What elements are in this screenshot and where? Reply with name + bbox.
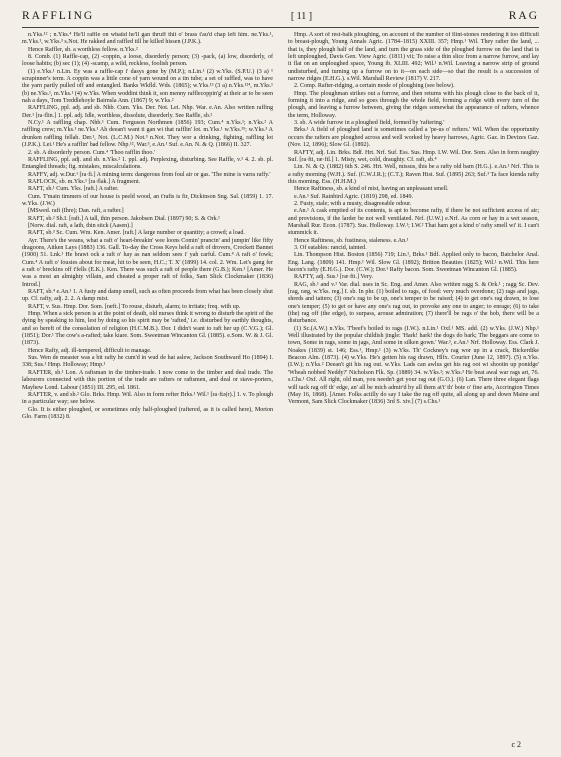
dictionary-paragraph: RAFT, sb.¹ Cum. Yks. [raft.] A rafter.: [28, 186, 119, 193]
dictionary-paragraph: RAFT, sb.³ Sc. Cum. Wm. Ken. Amer. [raft.] A large number or quantity; a crowd; a load.: [28, 230, 245, 237]
dictionary-paragraph: Cum. T'main timmers of our house is peeld wood, an t'rafts is fir, Dickinson Sng. Sal. (1859) 1. 17. w.Yks. (J.W.): [22, 193, 273, 207]
dictionary-paragraph: Hence Raftiness, sb. fustiness, staleness. e.An.¹: [294, 237, 409, 244]
dictionary-paragraph: Hence Rafty, adj. ill-tempered, difficult to manage.: [28, 347, 152, 354]
dictionary-paragraph: RAFFY, adj. w.Dur.¹ [ra·fi.] A mining term: dangerous from foul air or gas. 'The mine is varra raffy.': [28, 171, 271, 178]
dictionary-paragraph: Ayr. There's the weans, what a raft o' heart-breakin' wee loons Comin' prancin' and jumpin' like fifty dragoons, Aitken Lays (1883) 136. Gall. To-day the Cross Keys held a raft of drovers, Crockett Bannet (1900) 51. Lnk.¹ He brawt ock a raft o' hay as nan seldom sees i' yah carful. Cum.⁴ A raft o' fowk; Cum.⁴ A raft o' fousies about for meat, hit to be seen, H.C.; T. X' (1899) 14. col. 2. Wm. Let's gang fer a raft o' breckins off t'fells (E.K.). Ken. There was such a raft of people there (G.B.); Ken.¹ [Amer. He was a most an almighty villain, and cheated a proper raft of folks, Sam Slick Clockmaker (1836) Introd.]: [22, 237, 273, 288]
header-rule: [22, 27, 539, 28]
running-header: [22, 10, 539, 24]
dictionary-paragraph: (1) e.Yks.¹ n.Lin. Ey was a raffle-cap i' dasys gone by (M.P.); n.Lin.¹ (2) w.Yks. (S.P.U.) (3 a) ¹ scrapinner's term. A coppin was a little cone of yarn wound on a tin tube; a set of raffled, was to have the yarn partly pulled off and entangled. Banks Wkfld. Wds. (1865); w.Yks.¹³ (3 a) n.Yks.¹²⁴, m.Yks.¹ (b) ne.Yks.¹, m.Yks.¹ (4) w.Yks. When woddint think it, son menny rafflecoppin'g' at their ar to be seen nah a days, Tom Treddlehoyle Bairnsla Ann. (1867) 9; w.Yks.²: [22, 68, 273, 105]
dictionary-paragraph: RAFTER, sb.¹ Lon. A raftsman in the timber-trade. I now come to the timber and deal trade. The labourers connected with this portion of the trade are rafters or raftsmen, and deal or stave-porters, Mayhew Lond. Labour (1851) III. 295, ed. 1861.: [22, 369, 273, 391]
signature-mark: c 2: [511, 740, 521, 749]
dictionary-paragraph: n.Yks.¹² ; n.Yks.⁴ He'll raffle on whaüd he'll gan thruff thit o' brass t'au'd chap left him. ne.Yks.¹, m.Yks.¹, w.Yks.³ s.Not. He rakked and raffled till he killed hissen (J.P.K.).: [22, 32, 273, 46]
dictionary-paragraph: 8. Comb. (1) Raffle-cap, (2) -coppin, a loose, disorderly person; (3) -pack, (a) low, disorderly, of loose habits; (b) sec (1); (4) -scamp, a wild, reckless, foolish person.: [22, 54, 273, 68]
header-left-word: RAFFLING: [22, 10, 95, 22]
dictionary-paragraph: Glo. It is either ploughed, or sometimes only half-ploughed (raftered, as it is called here), Morton Glo. Farm (1832) 8.: [22, 406, 273, 420]
dictionary-paragraph: Hence Raffler, sb. a worthless fellow. n.Yks.²: [28, 46, 138, 53]
dictionary-paragraph: Sus. Wen de measter was a bit rafty he cum'd in wud de hat aslew, Jackson Southward Ho (1894) I. 338; Sus.¹ Hmp. Holloway; Hmp.¹: [22, 355, 273, 369]
dictionary-paragraph: [Norw. dial. raft, a lath, thin stick (Aasen).]: [28, 222, 133, 229]
dictionary-paragraph: Hmp. The ploughman strikes out a furrow, and then returns with his plough close to the back of it, forming it into a ridge, and so goes through the whole field, forming a ridge with every turn of the plough, and leaving a furrow between, giving the ridges somewhat the appearance of rafters, whence the term, Holloway.: [288, 90, 539, 119]
page-number: [ 11 ]: [290, 11, 313, 22]
dictionary-paragraph: 3. Of eatables: rancid, tainted.: [294, 244, 367, 251]
header-right-word: RAG: [508, 10, 539, 22]
dictionary-paragraph: Hmp. When a sick person is at the point of death, old nurses think it wrong to disturb the spirit of the dying by speaking to him, lest by doing so his spirit may be 'rafted,' i.e. disturbed by earthly thoughts, and so bereft of the consolation of religion (H.C.M.B.). Dor. I didn't want to raft her up (C.V.G.); Gl. (1851); Dor.¹ The cow's a-rafted; take kiare. Som. Sweetman Wincanton Gl. (1885). e.Som. W. & J. Gl. (1873).: [22, 311, 273, 347]
dictionary-paragraph: 3. sb. A wide furrow in a ploughed field, formed by 'raftering.': [294, 120, 445, 127]
two-column-body: [22, 32, 539, 750]
dictionary-paragraph: N.Cy.¹ A raffling chap. Nhb.¹ Cum. Ferguson Northmen (1856) 193; Cum.⁴ n.Yks.¹; n.Yks.² A raffling crew; m.Yks.¹ ne.Yks.¹ Ah deean't want ti gan wi that rafflin' lot. m.Yks.¹ w.Yks.¹⁵; w.Yks.³ A drunken raffling fellah. Der.¹, Not. (L.C.M.) Not.³ n.Not. They wor a drinking, fighting, raffling lot (J.P.K.). Lei.¹ He's a rafflin' bad fellow. Nhp.¹², War.³, e.An.¹ Suf. e.An. N. & Q. (1866) II. 327.: [22, 120, 273, 149]
dictionary-paragraph: 2. Comp. Rafter-ridging, a certain mode of ploughing (see below).: [294, 83, 455, 90]
dictionary-paragraph: RAFT, v. Sus. Hmp. Dor. Som. [ræft.] To rouse, disturb, alarm; to irritate; freq. with up.: [28, 303, 241, 310]
dictionary-paragraph: RAFLOCK, sb. m.Yks.¹ [ra·flak.] A fragment.: [28, 178, 141, 185]
left-column: [22, 32, 273, 750]
dictionary-paragraph: Lin. Thompson Hist. Boston (1856) 719; Lin.¹, Brks.¹ Bdf. Applied only to bacon, Batchelor Anal. Eng. Lang. (1809) 141. Hmp.¹ Wil. Slow Gl. (1892); Britton Beauties (1825); Wil.¹ n.Wil. This here bacon's rafty (E.H.G.). Dor. (C.W.); Dor.¹ Rafty bacon. Som. Sweetman Wincanton Gl. (1885).: [288, 252, 539, 273]
dictionary-paragraph: RAFT, sb.⁴ e.An.¹ 1. A fusty and damp smell, such as often proceeds from what has been closely shut up. Cf. rafty, adj. 2. 2. A damp mist.: [22, 289, 273, 303]
dictionary-paragraph: [MSwed. raft (Ihre); Dan. raft, a rafter.]: [28, 208, 124, 215]
dictionary-paragraph: Hmp. A sort of rest-balk ploughing, on account of the number of flint-stones rendering it too difficult to breast-plough, Young Annals Agric. (1784–1815) XXIII. 357; Hmp.¹ Wil. They rafter the land, ... that is, they plough half of the land, and turn the grass side of the ploughed furrow on the land that is left unploughed, Davis Gen. View Agric. (1811) vii; To raise a thin slice from a narrow furrow, and lay it flat on an unploughed space, Young ib. XLIII. 492; Wil.¹ n.Wil. Leaving a narrow strip of ground undisturbed, and turning up a furrow on to it—on each side—so that the result is a succession of narrow ridges (E.H.G.). s.Wil. Marshall Review (1817) V. 217.: [288, 32, 539, 83]
dictionary-paragraph: 2. sb. A disorderly person. Cum.⁴ 'Thoo rafflin thoo.': [28, 149, 155, 156]
dictionary-paragraph: e.An.¹ Suf. Rainbird Agric. (1819) 298, ed. 1849.: [294, 193, 414, 200]
dictionary-paragraph: RAG, sb.¹ and v.¹ Var. dial. uses in Sc. Eng. and Amer. Also written ragg S. & Ork.¹ ; ragg Sc. Dev. [rag, ræg, w.Yks. reg.] I. sb. In phr. (1) boiled to rags, of food: very much overdone; (2) rags and jags, shreds and tatters; (3) one's rag to be up, one's temper to be raised; (4) to get one's rag drawn, to lose one's temper; (5) to get or have any one's rag out, to provoke any one to anger; to enrage; (6) to take (the) rag off (the edge), to surpass, arouse admiration; (7) there'll be rags o' the hob, there will be a disturbance.: [288, 281, 539, 325]
dictionary-paragraph: e.An.¹ A cask emptied of its contents, is apt to become rafty, if there be not sufficient access of air; and provisions, if the larder be not well ventilated. Nrf. (U.W.) e.Nrf. As corn or hay in a wet season, Marshall Rur. Econ. (1787). Sus. Holloway. I.W.¹; I.W.² That ham got a kind o' rafty smell wi' it. I can't stummick it.: [288, 208, 539, 237]
dictionary-paragraph: RAFTER, v. and sb.² Glo. Brks. Hmp. Wil. Also in form refter Brks.¹ Wil.¹ [ra·ftə(r).] 1. v. To plough in a particular way; see below.: [22, 391, 273, 406]
dictionary-paragraph: 2. Fusty, stale; with a musty, disagreeable odour.: [294, 200, 412, 207]
dictionary-paragraph: (1) Sc.(A.W.) n.Yks. T'beef's boiled to rags (I.W.). n.Lin.¹ Oxf.¹ MS. add. (2) w.Yks. (J.W.) Nhp.¹ Well illustrated by the popular childish jingle: 'Hark! hark! the dogs do bark; The beggars are come to town, Some in rags, some in jags, And some in silken gown.' War.³, e.An.¹ Nrf. Holloway. Ess. Clark J. Noakes (1839) st. 146; Ess.¹, Hmp.¹ (3) w.Yks. Th' Cockney's rag wor up in a crack, Bickerdike Beacon Alm. (1873). (4) w.Yks. He's getten his rag drawn, Hlfx. Courier (June 12, 1897). (5) n.Yks. (I.W.); n.Yks.² Deean't git his rag out. w.Yks. Lads can awlus get his rag oot wi shootin up ponidge' 'Wheah nobbed Neddy?' Nicholson Flk. Sp. (1889) 34. w.Yks.²; w.Yks.³ He beat awal war rags art, 76. s.Chs.¹ Oxf. All right, old man, you needn't get your rag out (G.O.). (6) Lan. There three elegant flags will tack rag off th' edge, an' all be mich admir'd by all them at't' th' bote o' fine arts, Accrington Times (May 16, 1868). [Amer. Folks actilly do say I take the rag off quite, all along up and down Maine and Vermont, Sam Slick Clockmaker (1836) 3rd S. xiv.] (7) s.Chs.¹: [288, 325, 539, 406]
dictionary-paragraph: RAFTY, adj. Lin. Brks. Bdf. Hrt. Nrf. Suf. Ess. Sus. Hmp. I.W. Wil. Dor. Som. Also in form raughty Suf. [ra·fti, ræ·ftl.] 1. Misty, wet, cold, draughty. Cf. raft, sb.⁴: [288, 149, 539, 163]
right-column: [288, 32, 539, 750]
dictionary-paragraph: RAFTY, adj. Sus.¹ [ræ·fti.] Very.: [294, 274, 373, 281]
dictionary-paragraph: Lin. N. & Q. (1882) 6th S. 246. Hrt. Well, missus, this be a rafty old barn (H.G.). e.An.¹ Nrf. This is a rafty morning (W.H.). Suf. (C.W.J.R.); (C.T.); Raven Hist. Suf. (1895) 263; Suf.³ Ta face kienda rafty this morning. Ess. (H.H.M.): [288, 164, 539, 185]
dictionary-paragraph: Brks.¹ A field of ploughed land is sometimes called a 'pe-us o' refters.' Wil. When the opportunity occurs the rafters are ploughed across and well worked by heavy harrows, Agric. Gaz. in Devizes Gaz. (Nov. 12, 1896); Slow Gl. (1892).: [288, 127, 539, 149]
dictionary-paragraph: RAFT, sb.² Sh.I. [raft.] A tall, thin person. Jakobsen Dial. (1897) 90; S. & Ork.¹: [28, 215, 220, 222]
dictionary-paragraph: RAFFLING, ppl. adj. and sb. n.Yks.² 1. ppl. adj. Perplexing, disturbing. See Raffle, v.¹ 4. 2. sb. pl. Entangled threads; fig. mistakes, miscalculations.: [22, 156, 273, 171]
dictionary-paragraph: RAFFLING, ppl. adj. and sb. Nhb. Cum. Yks. Der. Not. Lei. Nhp. War. e.An. Also written raffing Der.¹ [ra·flin.] 1. ppl. adj. Idle, worthless, dissolute, disorderly. See Raffle, sb.²: [22, 105, 273, 119]
dictionary-paragraph: Hence Raftiness, sb. a kind of mist, having an unpleasant smell.: [294, 186, 449, 193]
